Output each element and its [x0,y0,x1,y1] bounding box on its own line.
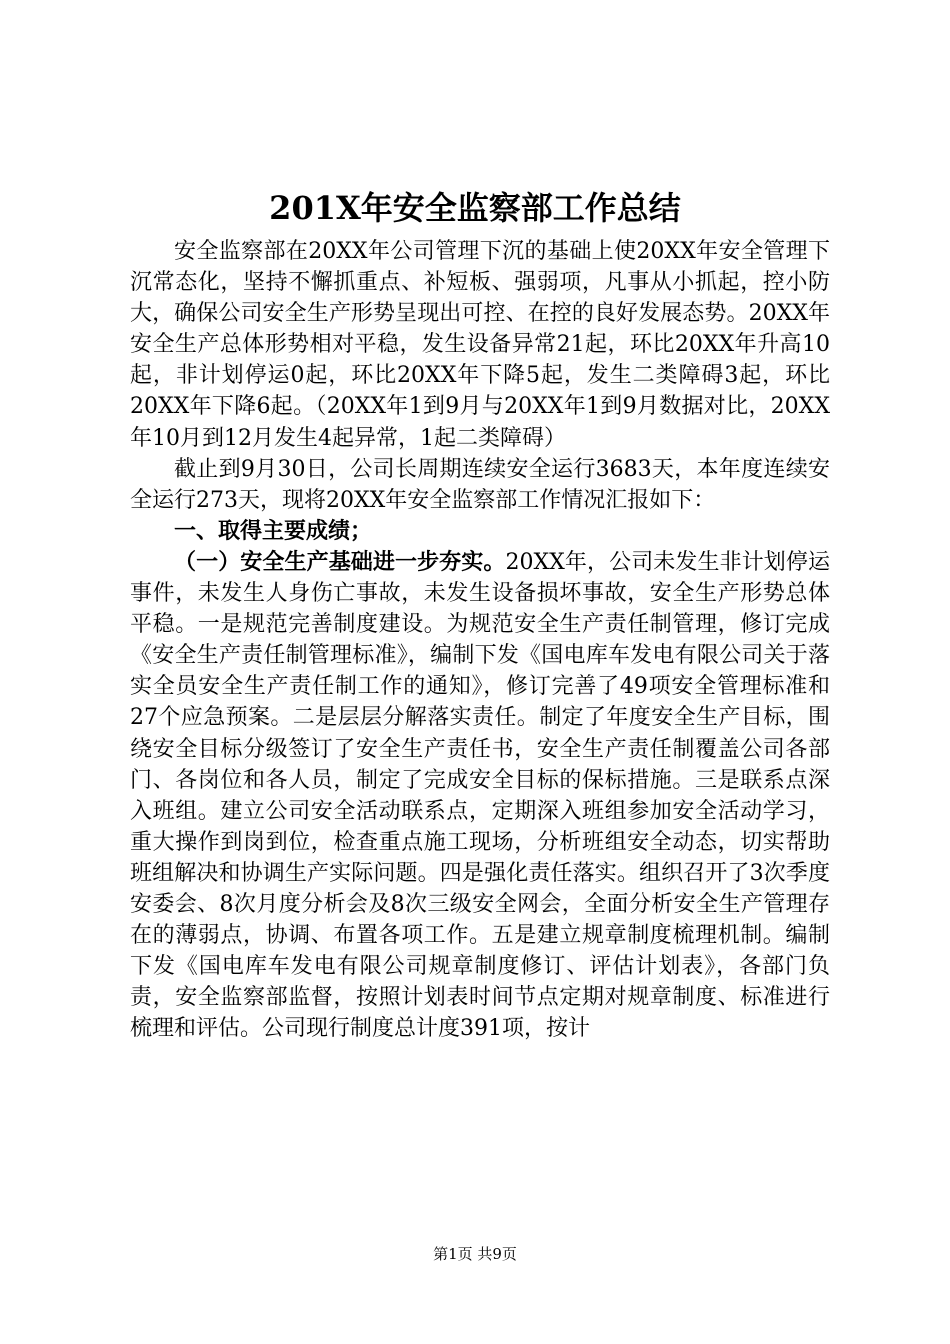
section-heading-achievements: 一、取得主要成绩； [174,517,373,544]
page-number-footer: 第1页 共9页 [433,1245,517,1263]
paragraph-safety-foundation [130,547,830,1045]
document-title: 201X年安全监察部工作总结 [269,189,681,227]
paragraph-intro: 安全监察部在20XX年公司管理下沉的基础上使20XX年安全管理下沉常态化，坚持不懈抓重点、补短板、强弱项，凡事从小抓起，控小防大，确保公司安全生产形势呈现出可控、在控的良好发展态势。20XX年安全生产总体形势相对平稳，发生设备异常21起，环比20XX年升高10起，非计划停运0起，环比20XX年下降5起，发生二类障碍3起，环比20XX年下降6起。（20XX年1到9月与20XX年1到9月数据对比，20XX年10月到12月发生4起异常，1起二类障碍） [130,239,830,451]
subsection-heading-safety-foundation: （一）安全生产基础进一步夯实。 [174,548,506,575]
document-body [130,236,830,1044]
paragraph-safety-foundation-text: 20XX年，公司未发生非计划停运事件，未发生人身伤亡事故，未发生设备损坏事故，安全生产形势总体平稳。一是规范完善制度建设。为规范安全生产责任制管理，修订完成《安全生产责任制管理标准》，编制下发《国电库车发电有限公司关于落实全员安全生产责任制工作的通知》，修订完善了49项安全管理标准和27个应急预案。二是层层分解落实责任。制定了年度安全生产目标，围绕安全目标分级签订了安全生产责任书，安全生产责任制覆盖公司各部门、各岗位和各人员，制定了完成安全目标的保标措施。三是联系点深入班组。建立公司安全活动联系点，定期深入班组参加安全活动学习，重大操作到岗到位，检查重点施工现场，分析班组安全动态，切实帮助班组解决和协调生产实际问题。四是强化责任落实。组织召开了3次季度安委会、8次月度分析会及8次三级安全网会，全面分析安全生产管理存在的薄弱点，协调、布置各项工作。五是建立规章制度梳理机制。编制下发《国电库车发电有限公司规章制度修订、评估计划表》，各部门负责，安全监察部监督，按照计划表时间节点定期对规章制度、标准进行梳理和评估。公司现行制度总计度391项，按计 [130,549,830,1042]
paragraph-summary: 截止到9月30日，公司长周期连续安全运行3683天，本年度连续安全运行273天，现将20XX年安全监察部工作情况汇报如下： [130,456,830,513]
